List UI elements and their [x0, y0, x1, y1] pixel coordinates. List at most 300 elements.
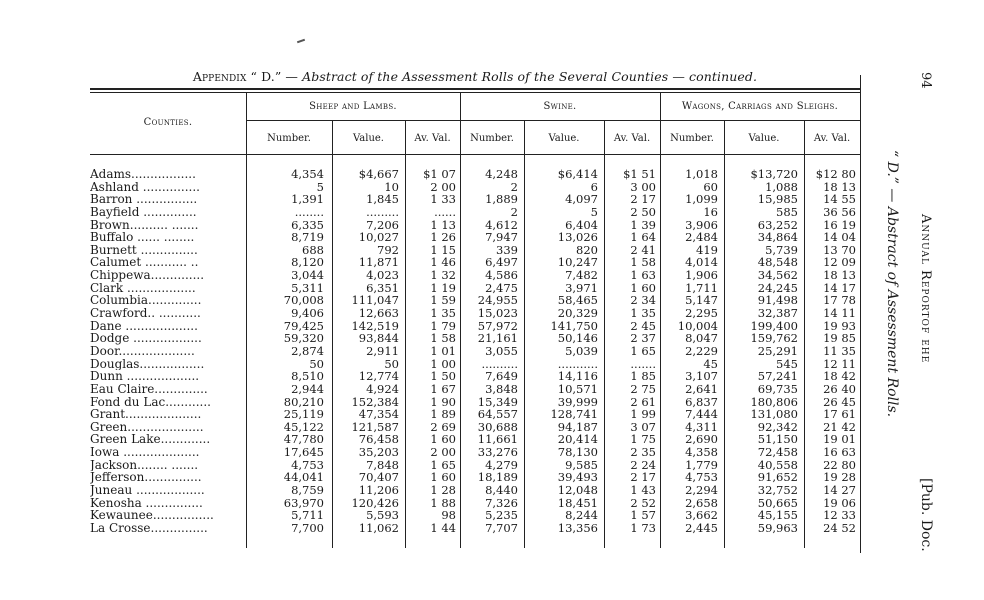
sheep-value-cell: 4,924: [366, 382, 399, 396]
sheep-number-cell: 7,700: [291, 521, 324, 535]
sheep-value-cell: 792: [377, 243, 399, 257]
page-heading: [90, 69, 860, 84]
wagons-value-cell: 91,498: [757, 294, 798, 308]
county-name: Columbia..............: [90, 294, 202, 308]
swine-value-column: [524, 168, 598, 547]
sheep-number-cell: 6,335: [291, 218, 324, 232]
swine-av-cell: 1 75: [630, 433, 656, 447]
sheep-av-cell: 2 69: [430, 420, 456, 434]
sheep-av-cell: 1 60: [430, 471, 456, 485]
county-name: Burnett ...............: [90, 243, 198, 257]
swine-number-cell: 2: [510, 180, 518, 194]
swine-number-cell: 7,707: [485, 521, 518, 535]
wagons-value-cell: $13,720: [750, 168, 798, 181]
swine-number-cell: ..........: [481, 357, 518, 371]
sheep-value-cell: 70,407: [358, 471, 399, 485]
wagons-value-cell: 32,752: [757, 484, 798, 497]
wagons-number-cell: 4,014: [685, 256, 718, 270]
sheep-value-cell: 10: [384, 180, 399, 194]
wagons-value-cell: 131,080: [750, 408, 798, 421]
sheep-av-cell: 1 01: [430, 344, 456, 358]
swine-av-cell: $1 51: [623, 168, 656, 181]
wagons-av-cell: 14 27: [823, 484, 856, 497]
wagons-av-cell: 17 61: [823, 408, 856, 421]
wagons-value-cell: 159,762: [750, 332, 798, 345]
wagons-value-cell: 545: [776, 357, 798, 371]
sheep-av-cell: 1 58: [430, 332, 456, 345]
wagons-number-cell: 8,047: [685, 332, 718, 345]
sheep-value-cell: 111,047: [351, 294, 399, 308]
swine-number-cell: 2: [510, 205, 518, 219]
swine-number-header: Number.: [470, 133, 514, 144]
sheep-number-cell: 688: [302, 243, 324, 257]
swine-av-cell: 2 50: [630, 205, 656, 219]
swine-value-cell: 78,130: [557, 446, 598, 459]
wagons-av-header: Av. Val.: [813, 133, 851, 144]
swine-value-cell: 4,097: [565, 193, 598, 206]
swine-value-cell: ...........: [557, 357, 598, 371]
wagons-value-cell: 15,985: [757, 193, 798, 206]
sheep-av-cell: 1 65: [430, 458, 456, 472]
sheep-value-cell: 10,027: [358, 231, 399, 244]
county-name: Dunn ...................: [90, 370, 200, 383]
sheep-av-header: Av. Val.: [414, 133, 451, 144]
sheep-av-cell: 1 13: [430, 218, 456, 232]
sheep-av-cell: 1 79: [430, 319, 456, 333]
county-name: Iowa ....................: [90, 446, 200, 459]
sheep-number-column: [246, 168, 324, 547]
wagons-number-cell: 3,906: [685, 218, 718, 232]
sheep-value-header: Value.: [352, 133, 384, 144]
swine-number-column: [460, 168, 518, 547]
swine-value-cell: 8,244: [565, 509, 598, 522]
swine-number-cell: 18,189: [477, 471, 518, 485]
swine-av-cell: 1 73: [630, 521, 656, 535]
county-name: Eau Claire..............: [90, 382, 208, 396]
sheep-value-cell: $4,667: [358, 168, 399, 181]
wagons-number-column: [660, 168, 718, 547]
sheep-value-cell: 12,663: [358, 307, 399, 320]
sheep-av-cell: 1 44: [430, 521, 456, 535]
swine-number-cell: 21,161: [477, 332, 518, 345]
wagons-group-header: Wagons, Carriags and Sleighs.: [681, 101, 839, 112]
sheep-av-cell: 1 26: [430, 231, 456, 244]
sheep-number-cell: 2,944: [291, 382, 324, 396]
wagons-value-cell: 57,241: [757, 370, 798, 383]
sheep-number-cell: 2,874: [291, 344, 324, 358]
county-name: Green....................: [90, 420, 204, 434]
swine-av-cell: 2 37: [630, 332, 656, 345]
wagons-av-cell: [804, 535, 856, 548]
wagons-number-cell: [660, 535, 718, 548]
sheep-value-cell: 7,848: [366, 458, 399, 472]
swine-av-cell: [604, 535, 656, 548]
swine-number-cell: 33,276: [477, 446, 518, 459]
swine-number-cell: 7,947: [485, 231, 518, 244]
wagons-value-cell: 5,739: [765, 243, 798, 257]
wagons-number-cell: 1,099: [685, 193, 718, 206]
swine-number-cell: [460, 535, 518, 548]
wagons-value-cell: 34,562: [757, 269, 798, 282]
sheep-number-cell: 79,425: [283, 319, 324, 333]
county-name: [90, 535, 246, 548]
county-name: Kewaunee................: [90, 509, 214, 522]
county-column: [90, 168, 246, 547]
sheep-number-cell: 17,645: [283, 446, 324, 459]
sheep-av-cell: 1 50: [430, 370, 456, 383]
county-name: Clark ..................: [90, 281, 196, 295]
swine-value-cell: 39,493: [557, 471, 598, 485]
wagons-av-cell: 18 13: [823, 269, 856, 282]
swine-value-cell: 9,585: [565, 458, 598, 472]
sheep-av-cell: 1 00: [430, 357, 456, 371]
wagons-number-cell: 16: [703, 205, 718, 219]
wagons-value-column: [724, 168, 798, 547]
swine-value-cell: 20,329: [557, 307, 598, 320]
wagons-av-cell: 14 04: [823, 231, 856, 244]
county-name: Ashland ...............: [90, 180, 200, 194]
county-name: Grant....................: [90, 408, 202, 421]
county-name: Green Lake.............: [90, 433, 211, 447]
wagons-value-cell: 25,291: [757, 344, 798, 358]
sheep-av-cell: 1 32: [430, 269, 456, 282]
wagons-value-cell: 45,155: [757, 509, 798, 522]
table-right-border: [860, 75, 861, 553]
county-name: La Crosse...............: [90, 521, 208, 535]
swine-av-cell: 1 43: [630, 484, 656, 497]
swine-value-cell: 10,571: [557, 382, 598, 396]
wagons-number-cell: 4,311: [685, 420, 718, 434]
sheep-value-cell: .........: [366, 205, 399, 219]
wagons-value-cell: 51,150: [757, 433, 798, 447]
sheep-number-cell: 45,122: [283, 420, 324, 434]
wagons-value-cell: 32,387: [757, 307, 798, 320]
wagons-av-cell: 13 70: [823, 243, 856, 257]
sheep-av-cell: ......: [434, 205, 456, 219]
side-running-title: “ D.” — Abstract of Assessment Rolls.: [884, 150, 900, 418]
heading-appendix: Appendix “ D.”: [192, 69, 282, 84]
page-number: 94: [918, 72, 933, 89]
swine-av-column: [604, 168, 656, 547]
sheep-number-cell: 80,210: [283, 395, 324, 409]
sheep-av-cell: 1 60: [430, 433, 456, 447]
swine-av-cell: 1 99: [630, 408, 656, 421]
wagons-av-cell: 11 35: [823, 344, 856, 358]
sheep-av-cell: 98: [441, 509, 456, 522]
wagons-av-cell: 19 93: [823, 319, 856, 333]
wagons-av-cell: 12 11: [823, 357, 856, 371]
swine-number-cell: 57,972: [477, 319, 518, 333]
wagons-value-cell: 1,088: [765, 180, 798, 194]
swine-value-cell: 141,750: [550, 319, 598, 333]
swine-number-cell: 7,326: [485, 496, 518, 510]
wagons-av-cell: 14 55: [823, 193, 856, 206]
swine-number-cell: 3,848: [485, 382, 518, 396]
swine-value-cell: 94,187: [557, 420, 598, 434]
swine-av-cell: 2 17: [630, 193, 656, 206]
county-name: Bayfield ..............: [90, 205, 197, 219]
wagons-av-cell: 24 52: [823, 521, 856, 535]
wagons-av-cell: 16 63: [823, 446, 856, 459]
swine-av-cell: 1 85: [630, 370, 656, 383]
sheep-value-cell: 7,206: [366, 218, 399, 232]
wagons-number-cell: 3,107: [685, 370, 718, 383]
wagons-number-cell: 2,658: [685, 496, 718, 510]
county-name: Calumet ........... ..: [90, 256, 199, 270]
swine-av-cell: 2 45: [630, 319, 656, 333]
wagons-av-cell: 17 78: [823, 294, 856, 308]
sheep-number-cell: 44,041: [283, 471, 324, 485]
wagons-number-cell: 6,837: [685, 395, 718, 409]
wagons-number-cell: 2,445: [685, 521, 718, 535]
swine-number-cell: 6,497: [485, 256, 518, 270]
sheep-number-cell: 4,753: [291, 458, 324, 472]
sheep-number-cell: 8,759: [291, 484, 324, 497]
sheep-av-cell: 1 28: [430, 484, 456, 497]
wagons-av-cell: 36 56: [823, 205, 856, 219]
county-name: Douglas.................: [90, 357, 205, 371]
table-top-rule-thin: [90, 92, 860, 93]
swine-number-cell: 8,440: [485, 484, 518, 497]
swine-value-cell: $6,414: [557, 168, 598, 181]
wagons-value-cell: 91,652: [757, 471, 798, 485]
sheep-number-cell: 8,719: [291, 231, 324, 244]
swine-value-cell: 128,741: [550, 408, 598, 421]
county-name: Kenosha ...............: [90, 496, 203, 510]
county-name: Jackson........ .......: [90, 458, 199, 472]
sheep-value-cell: 121,587: [351, 420, 399, 434]
county-name: Barron ................: [90, 193, 198, 206]
sheep-group-header: Sheep and Lambs.: [309, 101, 397, 112]
sheep-number-cell: 5,311: [291, 281, 324, 295]
sheep-value-cell: 47,354: [358, 408, 399, 421]
swine-av-cell: 1 35: [630, 307, 656, 320]
swine-av-cell: 3 00: [630, 180, 656, 194]
wagons-av-cell: 19 28: [823, 471, 856, 485]
wagons-value-cell: 24,245: [757, 281, 798, 295]
wagons-av-cell: 16 19: [823, 218, 856, 232]
sheep-value-cell: 11,871: [358, 256, 399, 270]
county-name: Adams.................: [90, 168, 196, 181]
sheep-av-cell: [405, 535, 456, 548]
swine-number-cell: 4,248: [485, 168, 518, 181]
wagons-value-cell: 180,806: [750, 395, 798, 409]
swine-group-header: Swine.: [543, 101, 577, 112]
swine-value-cell: 6: [590, 180, 598, 194]
wagons-number-cell: 4,753: [685, 471, 718, 485]
sheep-value-cell: 6,351: [366, 281, 399, 295]
swine-value-header: Value.: [548, 133, 580, 144]
wagons-number-cell: 5,147: [685, 294, 718, 308]
swine-av-cell: 2 52: [630, 496, 656, 510]
sheep-number-cell: 1,391: [291, 193, 324, 206]
sheep-number-cell: 25,119: [283, 408, 324, 421]
wagons-number-cell: 3,662: [685, 509, 718, 522]
swine-av-cell: 2 35: [630, 446, 656, 459]
wagons-av-cell: 14 11: [823, 307, 856, 320]
swine-av-cell: 3 07: [630, 420, 656, 434]
sheep-number-cell: 47,780: [283, 433, 324, 447]
wagons-av-cell: 18 42: [823, 370, 856, 383]
wagons-av-cell: 26 40: [823, 382, 856, 396]
swine-av-cell: 1 64: [630, 231, 656, 244]
sheep-value-cell: 152,384: [351, 395, 399, 409]
sheep-av-cell: 1 33: [430, 193, 456, 206]
wagons-value-cell: 585: [776, 205, 798, 219]
swine-value-cell: 18,451: [557, 496, 598, 510]
side-annual-report: Annual Reportof ehe: [918, 214, 933, 364]
wagons-value-cell: [724, 535, 798, 548]
wagons-number-cell: 1,711: [685, 281, 718, 295]
swine-av-cell: 1 65: [630, 344, 656, 358]
swine-number-cell: 3,055: [485, 344, 518, 358]
heading-dash: —: [281, 69, 303, 84]
sheep-number-cell: 4,354: [291, 168, 324, 181]
wagons-av-cell: 12 33: [823, 509, 856, 522]
wagons-value-cell: 50,665: [757, 496, 798, 510]
swine-value-cell: 5,039: [565, 344, 598, 358]
wagons-value-cell: 69,735: [757, 382, 798, 396]
wagons-av-cell: 22 80: [823, 458, 856, 472]
county-name: Fond du Lac............: [90, 395, 211, 409]
swine-av-cell: 1 57: [630, 509, 656, 522]
sheep-av-cell: 1 46: [430, 256, 456, 270]
swine-value-cell: 20,414: [557, 433, 598, 447]
wagons-value-cell: 48,548: [757, 256, 798, 270]
swine-number-cell: 339: [496, 243, 518, 257]
swine-av-cell: 1 39: [630, 218, 656, 232]
sheep-value-cell: 120,426: [351, 496, 399, 510]
stray-mark: [297, 39, 305, 44]
swine-number-cell: 7,649: [485, 370, 518, 383]
sheep-av-cell: 1 89: [430, 408, 456, 421]
swine-av-cell: 2 17: [630, 471, 656, 485]
swine-av-header: Av. Val.: [613, 133, 651, 144]
swine-number-cell: 15,023: [477, 307, 518, 320]
wagons-av-cell: 18 13: [823, 180, 856, 194]
swine-value-cell: 14,116: [557, 370, 598, 383]
sheep-value-cell: 11,206: [358, 484, 399, 497]
wagons-value-cell: 92,342: [757, 420, 798, 434]
wagons-value-cell: 34,864: [757, 231, 798, 244]
wagons-av-cell: 14 17: [823, 281, 856, 295]
swine-av-cell: 1 63: [630, 269, 656, 282]
wagons-number-cell: 10,004: [677, 319, 718, 333]
swine-value-cell: 13,356: [557, 521, 598, 535]
wagons-av-cell: 21 42: [823, 420, 856, 434]
sheep-av-cell: 1 15: [430, 243, 456, 257]
county-name: Dane ...................: [90, 319, 198, 333]
sheep-av-cell: 1 88: [430, 496, 456, 510]
wagons-number-cell: 419: [696, 243, 718, 257]
sheep-value-cell: 12,774: [358, 370, 399, 383]
wagons-number-cell: 45: [703, 357, 718, 371]
swine-value-cell: 50,146: [557, 332, 598, 345]
wagons-number-cell: 2,294: [685, 484, 718, 497]
swine-av-cell: 2 61: [630, 395, 656, 409]
wagons-value-header: Value.: [748, 133, 780, 144]
wagons-av-cell: 19 85: [823, 332, 856, 345]
swine-number-cell: 30,688: [477, 420, 518, 434]
sheep-av-cell: 2 00: [430, 180, 456, 194]
wagons-number-cell: 2,690: [685, 433, 718, 447]
wagons-av-cell: 26 45: [823, 395, 856, 409]
table-top-rule: [90, 88, 860, 90]
wagons-value-cell: 72,458: [757, 446, 798, 459]
sheep-av-cell: 1 59: [430, 294, 456, 308]
sheep-number-header: Number.: [267, 133, 311, 144]
swine-value-cell: 39,999: [557, 395, 598, 409]
sheep-number-cell: 5: [316, 180, 324, 194]
county-name: Jefferson...............: [90, 471, 202, 485]
wagons-number-cell: 2,295: [685, 307, 718, 320]
sheep-av-column: [405, 168, 456, 547]
wagons-av-column: [804, 168, 856, 547]
sheep-number-cell: [246, 535, 324, 548]
wagons-number-cell: 1,018: [685, 168, 718, 181]
swine-number-cell: 1,889: [485, 193, 518, 206]
column-header-rule: [90, 154, 860, 155]
county-name: Juneau ..................: [90, 484, 205, 497]
county-name: Chippewa..............: [90, 269, 205, 282]
sheep-number-cell: 8,120: [291, 256, 324, 270]
swine-number-cell: 2,475: [485, 281, 518, 295]
sheep-av-cell: 1 90: [430, 395, 456, 409]
group-header-rule: [246, 120, 860, 121]
sheep-value-column: [332, 168, 399, 547]
sheep-value-cell: 142,519: [351, 319, 399, 333]
sheep-value-cell: 11,062: [358, 521, 399, 535]
sheep-value-cell: 1,845: [366, 193, 399, 206]
wagons-number-cell: 2,484: [685, 231, 718, 244]
counties-header: Counties.: [143, 117, 193, 128]
sheep-number-cell: ........: [294, 205, 324, 219]
swine-value-cell: 10,247: [557, 256, 598, 270]
sheep-value-cell: [332, 535, 399, 548]
swine-av-cell: 2 75: [630, 382, 656, 396]
swine-number-cell: 4,279: [485, 458, 518, 472]
wagons-av-cell: 12 09: [823, 256, 856, 270]
wagons-av-cell: $12 80: [815, 168, 856, 181]
sheep-value-cell: 76,458: [358, 433, 399, 447]
sheep-av-cell: $1 07: [423, 168, 456, 181]
wagons-number-header: Number.: [670, 133, 714, 144]
sheep-value-cell: 93,844: [358, 332, 399, 345]
swine-value-cell: 7,482: [565, 269, 598, 282]
side-pub-doc: [Pub. Doc.: [918, 478, 934, 552]
sheep-value-cell: 5,593: [366, 509, 399, 522]
wagons-value-cell: 59,963: [757, 521, 798, 535]
swine-value-cell: 12,048: [557, 484, 598, 497]
sheep-number-cell: 63,970: [283, 496, 324, 510]
heading-abstract: Abstract of the Assessment Rolls of the Several Counties — continued.: [302, 69, 758, 84]
swine-av-cell: .......: [630, 357, 656, 371]
county-name: Brown.......... .......: [90, 218, 199, 232]
wagons-number-cell: 60: [703, 180, 718, 194]
wagons-number-cell: 2,229: [685, 344, 718, 358]
sheep-number-cell: 5,711: [291, 509, 324, 522]
swine-value-cell: 5: [590, 205, 598, 219]
county-name: Dodge ..................: [90, 332, 202, 345]
sheep-value-cell: 35,203: [358, 446, 399, 459]
county-name: Buffalo ...... ........: [90, 231, 195, 244]
swine-number-cell: 11,661: [477, 433, 518, 447]
wagons-av-cell: 19 06: [823, 496, 856, 510]
wagons-av-cell: 19 01: [823, 433, 856, 447]
wagons-number-cell: 1,906: [685, 269, 718, 282]
sheep-value-cell: 50: [384, 357, 399, 371]
sheep-number-cell: 70,008: [283, 294, 324, 308]
